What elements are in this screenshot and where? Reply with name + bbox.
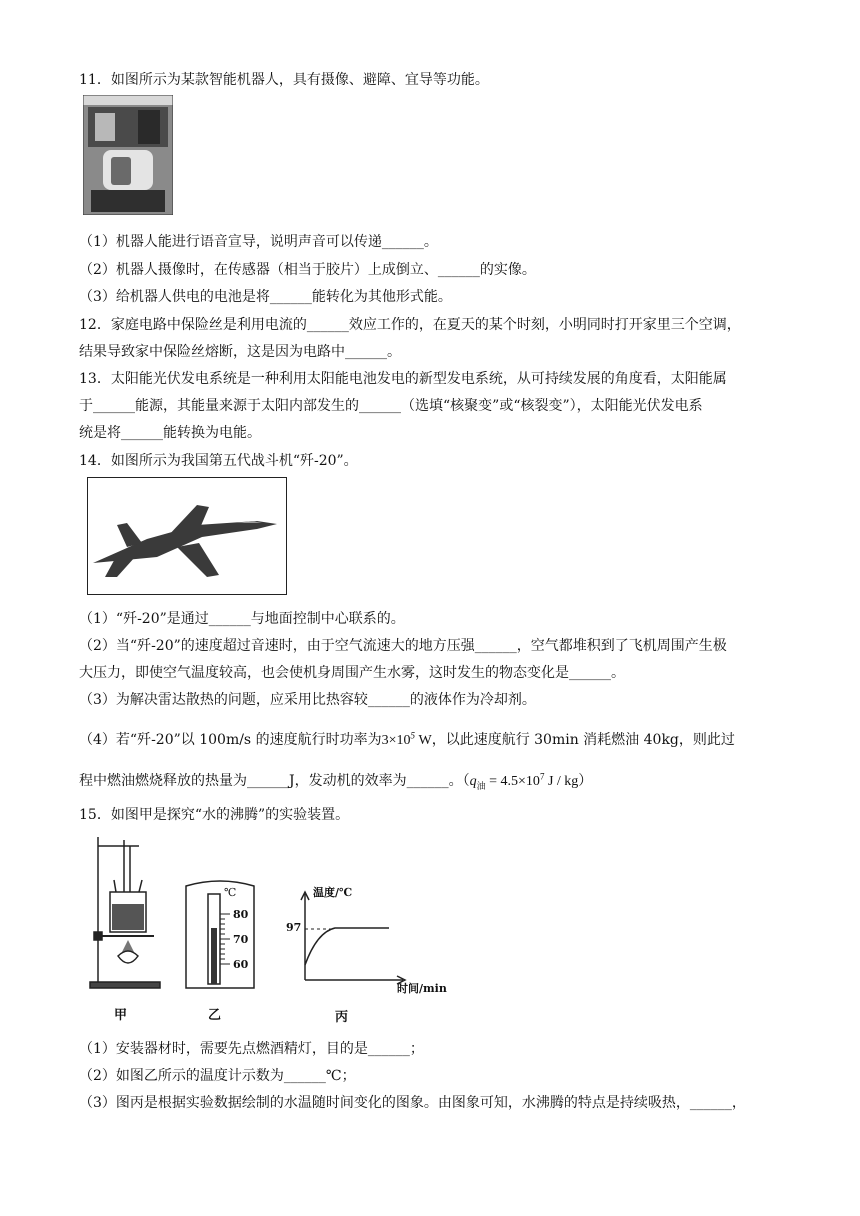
q15-sub2: （2）如图乙所示的温度计示数为______℃；	[79, 1068, 356, 1084]
graph-value-97: 97	[286, 921, 302, 934]
q15-sub3: （3）图丙是根据实验数据绘制的水温随时间变化的图象。由图象可知，水沸腾的特点是持续吸热，______，	[79, 1095, 746, 1111]
figure-label-bing: 丙	[335, 1010, 349, 1025]
robot-photo	[83, 95, 173, 215]
power-unit: W	[418, 733, 432, 748]
q15-stem: 15．如图甲是探究“水的沸腾”的实验装置。	[79, 807, 350, 823]
figure-label-jia: 甲	[114, 1008, 128, 1023]
q14-sub1: （1）“歼-20”是通过______与地面控制中心联系的。	[79, 611, 405, 627]
q-unit: J / kg	[547, 774, 579, 789]
thermometer-tick-60: 60	[233, 958, 249, 971]
q-exponent: 7	[539, 771, 545, 782]
fuel-heat-value-formula	[469, 771, 579, 791]
q11-sub1: （1）机器人能进行语音宣导，说明声音可以传递______。	[79, 234, 438, 250]
q12-line2: 结果导致家中保险丝熔断，这是因为电路中______。	[79, 344, 401, 360]
power-mantissa: 3×10	[381, 733, 411, 748]
q11-sub2: （2）机器人摄像时，在传感器（相当于胶片）上成倒立、______的实像。	[79, 262, 536, 278]
q14-sub4-line1	[79, 731, 735, 749]
figure-label-yi: 乙	[208, 1008, 222, 1023]
q11-sub3: （3）给机器人供电的电池是将______能转化为其他形式能。	[79, 289, 452, 305]
q12-line1: 12．家庭电路中保险丝是利用电流的______效应工作的，在夏天的某个时刻，小明同时打开家里三个空调，	[79, 317, 741, 333]
fighter-jet-photo	[87, 477, 287, 595]
q-symbol: q	[469, 774, 477, 789]
boiling-apparatus-figure	[84, 832, 164, 1027]
q14-sub2-line2: 大压力，即使空气温度较高，也会使机身周围产生水雾，这时发生的物态变化是______。	[79, 665, 625, 681]
q-value: = 4.5×10	[485, 774, 540, 789]
temperature-time-graph	[283, 880, 453, 1027]
q14-sub4-text-b: ，以此速度航行 30min 消耗燃油 40kg，则此过	[431, 732, 735, 748]
thermometer-figure	[180, 880, 260, 1027]
q14-sub4-close: ）	[578, 773, 593, 789]
q14-sub4-text-c: 程中燃油燃烧释放的热量为______J，发动机的效率为______。（	[79, 773, 470, 789]
graph-y-axis-label: 温度/℃	[313, 886, 353, 899]
q11-stem: 11．如图所示为某款智能机器人，具有摄像、避障、宜导等功能。	[79, 72, 489, 88]
q-subscript: 油	[476, 780, 486, 791]
graph-x-axis-label: 时间/min	[397, 982, 447, 995]
q15-sub1: （1）安装器材时，需要先点燃酒精灯，目的是______；	[79, 1041, 424, 1057]
thermometer-unit: ℃	[224, 886, 237, 899]
q13-line3: 统是将______能转换为电能。	[79, 425, 261, 441]
power-formula	[381, 730, 432, 748]
q14-sub4-line2	[79, 772, 592, 790]
q14-stem: 14．如图所示为我国第五代战斗机“歼-20”。	[79, 453, 358, 469]
thermometer-tick-80: 80	[233, 908, 249, 921]
q14-sub2-line1: （2）当“歼-20”的速度超过音速时，由于空气流速大的地方压强______，空气都堆积到了飞机周围产生极	[79, 638, 727, 654]
q14-sub3: （3）为解决雷达散热的问题，应采用比热容较______的液体作为冷却剂。	[79, 692, 536, 708]
power-exponent: 5	[410, 730, 415, 741]
q13-line2: 于______能源，其能量来源于太阳内部发生的______（选填“核聚变”或“核裂变”），太阳能光伏发电系	[79, 398, 703, 414]
q13-line1: 13．太阳能光伏发电系统是一种利用太阳能电池发电的新型发电系统，从可持续发展的角度看，太阳能属	[79, 371, 727, 387]
q14-sub4-text-a: （4）若“歼-20”以 100m/s 的速度航行时功率为	[79, 732, 382, 748]
thermometer-tick-70: 70	[233, 933, 249, 946]
